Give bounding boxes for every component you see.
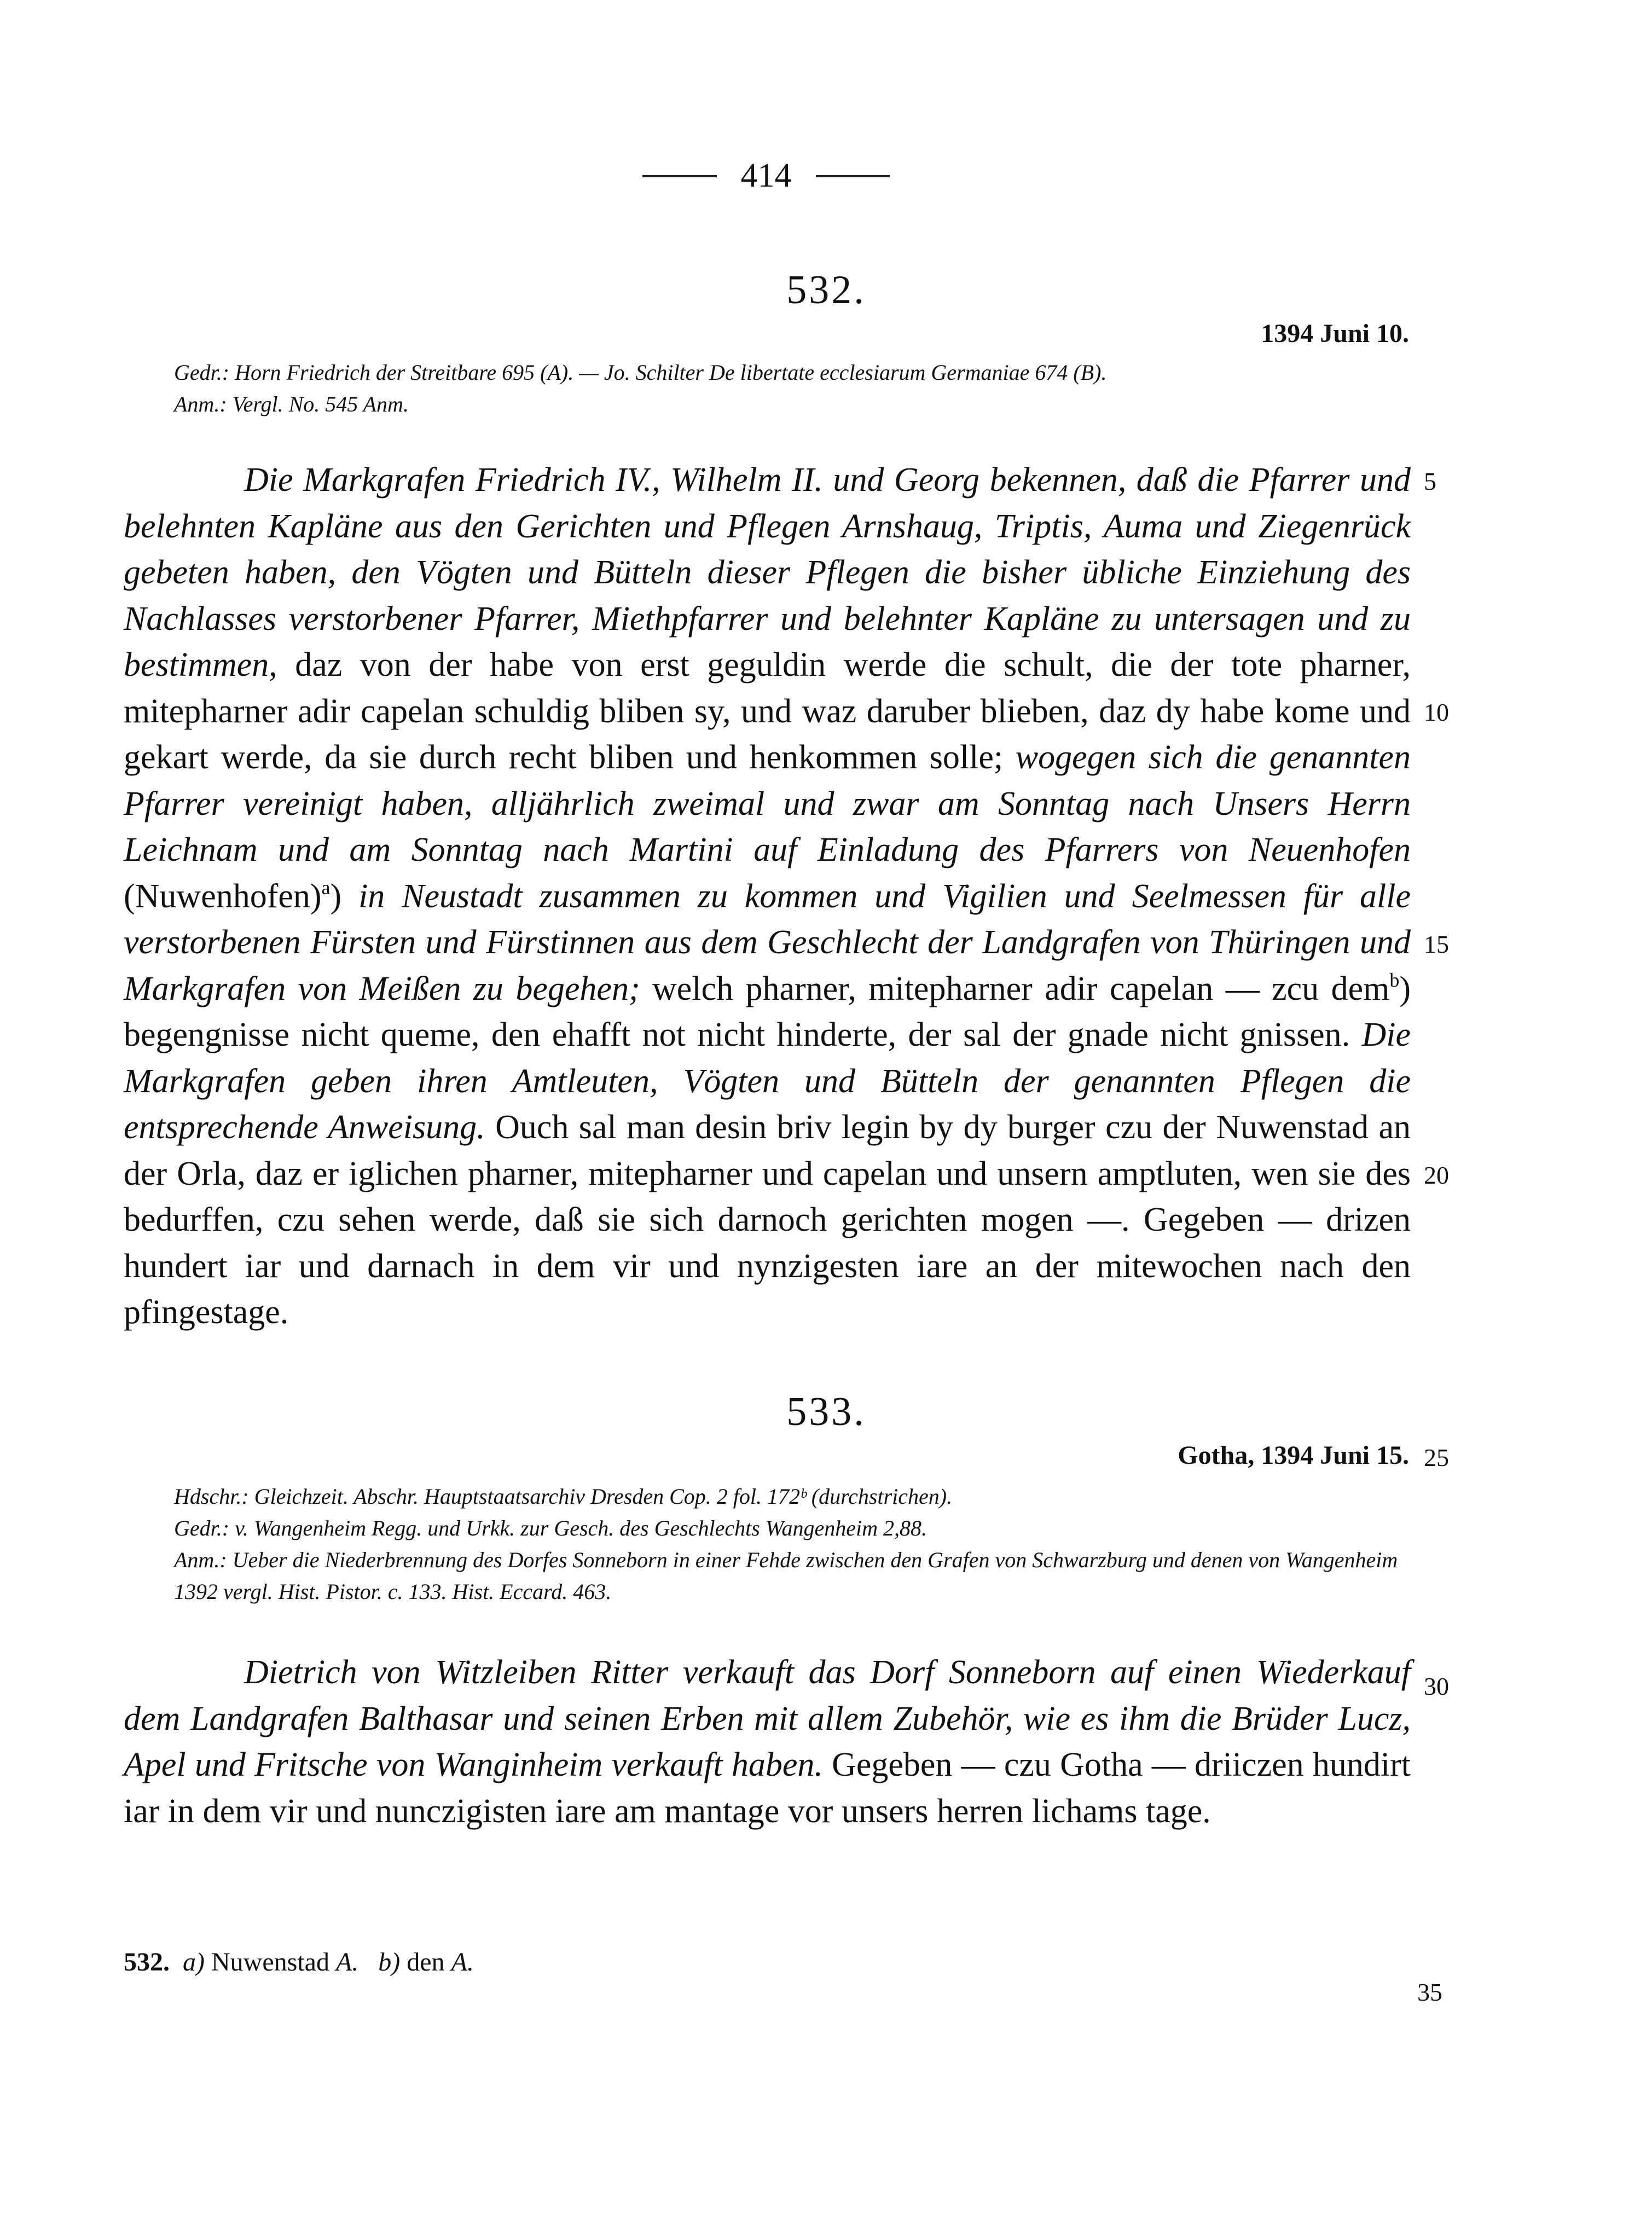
footnote-sigle: A. <box>335 1948 359 1977</box>
source-line: Gedr.: v. Wangenheim Regg. und Urkk. zur Gesch. des Geschlechts Wangenheim 2,88. <box>174 1516 928 1540</box>
header-rule-left <box>642 175 717 177</box>
source-line: Anm.: Ueber die Niederbrennung des Dorfes Sonneborn in einer Fehde zwischen den Grafen von Schwarzburg und denen von Wangenheim 1392 vergl. Hist. Pistor. c. 133. Hist. Eccard. 463. <box>174 1548 1398 1604</box>
source-notes-533 <box>174 1481 1411 1608</box>
footnote-ref: b <box>1389 969 1400 991</box>
document-number-532: 532. <box>786 268 866 312</box>
line-number: 10 <box>1424 698 1449 726</box>
document-number-533: 533. <box>786 1389 866 1434</box>
footnote-sigle: A. <box>451 1948 474 1977</box>
document-date-533: Gotha, 1394 Juni 15. <box>1178 1441 1409 1470</box>
footnote-mark: a) <box>183 1948 205 1977</box>
line-number: 20 <box>1424 1161 1449 1189</box>
line-number: 25 <box>1424 1444 1449 1471</box>
footnote-mark: b) <box>378 1948 401 1977</box>
footnote <box>124 1947 474 1977</box>
document-date-532: 1394 Juni 10. <box>1261 319 1409 348</box>
footnote-ref: a <box>321 876 331 899</box>
document-text-533 <box>124 1649 1411 1834</box>
regest-text: Die Markgrafen Friedrich IV., Wilhelm II. und Georg bekennen, daß die Pfarrer und belehnten Kapläne aus den Gerichten und Pflegen Arnshaug, Triptis, Auma und Ziegenrück gebeten haben, den Vögten und Bütteln dieser Pflegen die bisher übliche Einziehung des Nachlasses verstorbener Pfarrer, Miethpfarrer und belehnter Kapläne zu untersagen und zu bestimmen, <box>124 461 1411 683</box>
regest-text: Dietrich von Witzleiben Ritter verkauft das Dorf Sonneborn auf einen Wiederkauf dem Landgrafen Balthasar und seinen Erben mit allem Zubehör, wie es ihm die Brüder Lucz, Apel und Fritsche von Wanginheim verkauft haben. <box>124 1654 1411 1783</box>
quoted-text: Gegeben — czu Gotha — driiczen hundirt iar in dem vir und nunczigisten iare am mantage vor unsers herren lichams tage. <box>124 1746 1411 1830</box>
regest-text: Die Markgrafen geben ihren Amtleuten, Vögten und Bütteln der genannten Pflegen die entsprechende Anweisung. <box>124 1016 1411 1146</box>
source-line: Gedr.: Horn Friedrich der Streitbare 695 (A). — Jo. Schilter De libertate ecclesiarum Germaniae 674 (B). <box>174 360 1107 385</box>
footnote-text: Nuwenstad <box>204 1948 336 1977</box>
line-number: 15 <box>1424 930 1449 958</box>
source-line: Hdschr.: Gleichzeit. Abschr. Hauptstaatsarchiv Dresden Cop. 2 fol. 172ᵇ (durchstrichen). <box>174 1484 953 1509</box>
paragraph <box>124 1649 1411 1834</box>
quoted-text: ) begengnisse nicht queme, den ehafft not nicht hinderte, der sal der gnade nicht gnissen. <box>124 970 1411 1053</box>
page-number: 414 <box>740 157 792 194</box>
document-text-532 <box>124 457 1411 1336</box>
footnote-number: 532. <box>124 1948 170 1977</box>
paragraph <box>124 457 1411 1336</box>
source-notes-532 <box>174 357 1411 420</box>
regest-text: in Neustadt zusammen zu kommen und Vigilien und Seelmessen für alle verstorbenen Fürsten und Fürstinnen aus dem Geschlecht der Landgrafen von Thüringen und Markgrafen von Meißen zu begehen; <box>124 877 1411 1007</box>
quoted-text: Ouch sal man desin briv legin by dy burger czu der Nuwenstad an der Orla, daz er iglichen pharner, mitepharner und capelan und unsern amptluten, wen sie des bedurffen, czu sehen werde, daß sie sich darnoch gerichten mogen —. Gegeben — drizen hundert iar und darnach in dem vir und nynzigesten iare an der mitewochen nach den pfingestage. <box>124 1109 1411 1331</box>
page-header <box>618 157 914 195</box>
quoted-text: (Nuwenhofen) <box>124 877 322 915</box>
line-number: 35 <box>1417 1978 1442 2006</box>
quoted-text: daz von der habe von erst geguldin werde die schult, die der tote pharner, mitepharner adir capelan schuldig bliben sy, und waz daruber blieben, daz dy habe kome und gekart werde, da sie durch recht bliben und henkommen solle; <box>124 646 1411 776</box>
quoted-text: ) <box>330 877 359 915</box>
regest-text: wogegen sich die genannten Pfarrer vereinigt haben, alljährlich zweimal und zwar am Sonntag nach Unsers Herrn Leichnam und am Sonntag nach Martini auf Einladung des Pfarrers von Neuenhofen <box>124 739 1411 868</box>
line-number: 5 <box>1424 467 1436 495</box>
quoted-text: welch pharner, mitepharner adir capelan — zcu dem <box>640 970 1390 1007</box>
footnote-text: den <box>400 1948 451 1977</box>
source-line: Anm.: Vergl. No. 545 Anm. <box>174 392 409 416</box>
header-rule-right <box>816 175 890 177</box>
line-number: 30 <box>1424 1672 1449 1700</box>
